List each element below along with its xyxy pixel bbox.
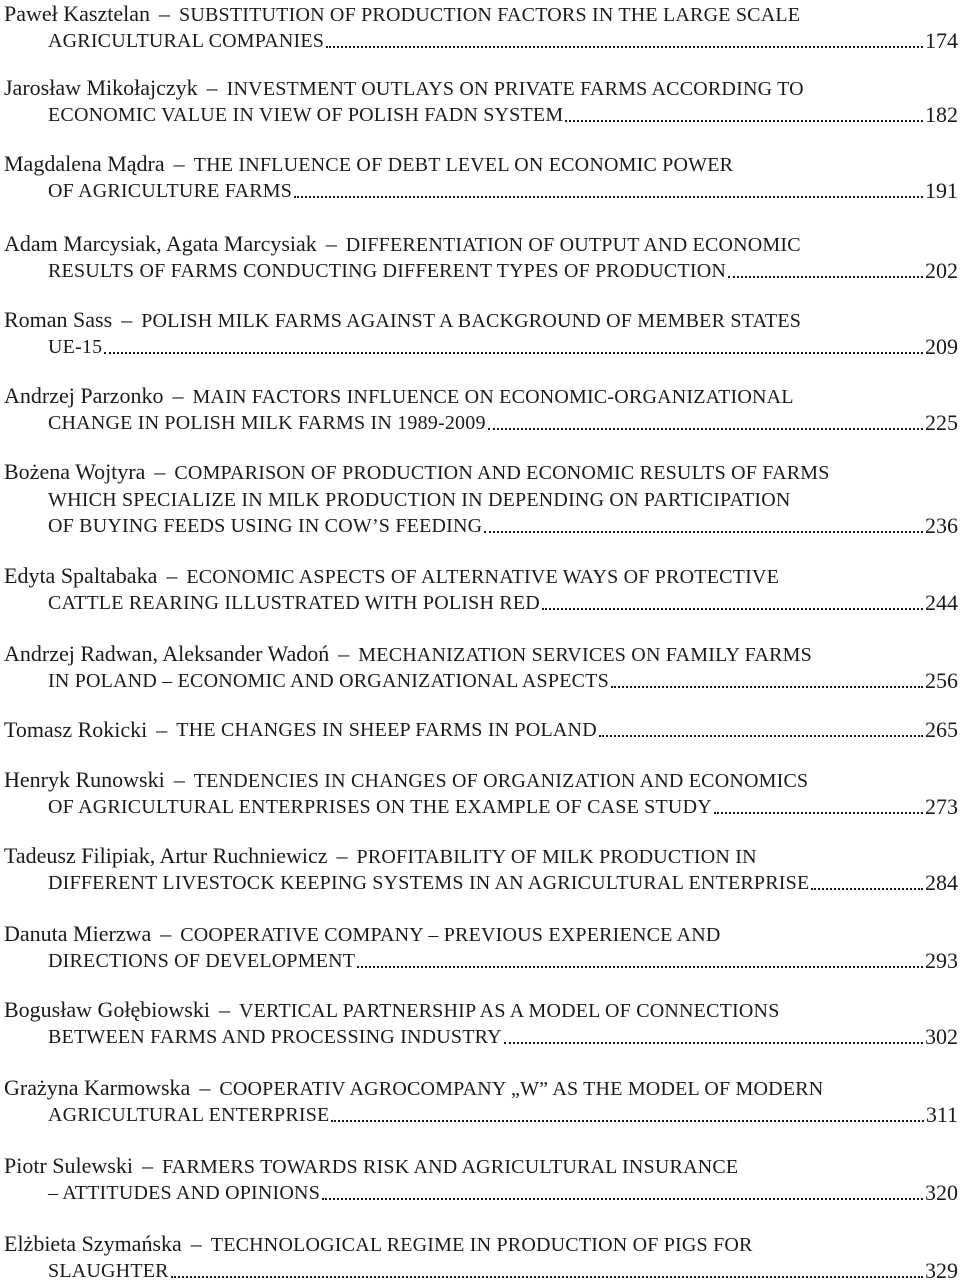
entry-dash: – [173, 151, 185, 176]
toc-entry-line [48, 1179, 960, 1207]
toc-entry-line [48, 1101, 960, 1129]
entry-page-number: 244 [925, 590, 958, 615]
toc-entry-line [48, 485, 791, 513]
entry-page-number: 209 [925, 334, 958, 359]
dot-leader [294, 195, 923, 198]
toc-entry-line [4, 842, 757, 870]
entry-author: Grażyna Karmowska [4, 1075, 191, 1100]
toc-entry-line [48, 1257, 960, 1285]
entry-author: Henryk Runowski [4, 767, 165, 792]
entry-author: Edyta Spaltabaka [4, 563, 158, 588]
toc-entry-line [48, 947, 960, 975]
entry-title-line: FARMERS TOWARDS RISK AND AGRICULTURAL INSURANCE [161, 1156, 739, 1178]
entry-author: Tomasz Rokicki [4, 717, 148, 742]
toc-entry-line [4, 382, 794, 410]
entry-title-line: OF AGRICULTURAL ENTERPRISES ON THE EXAMPLE OF CASE STUDY [48, 796, 712, 818]
entry-title-line: SUBSTITUTION OF PRODUCTION FACTORS IN THE LARGE SCALE [179, 4, 801, 26]
toc-entry-line [4, 562, 779, 590]
entry-author: Magdalena Mądra [4, 151, 165, 176]
toc-entry-line [4, 920, 721, 948]
dot-leader [599, 734, 923, 737]
entry-title-line: OF BUYING FEEDS USING IN COW’S FEEDING [48, 515, 483, 537]
entry-page-number: 236 [925, 513, 958, 538]
entry-dash: – [156, 717, 168, 742]
entry-title-line: DIRECTIONS OF DEVELOPMENT [48, 950, 356, 972]
entry-title-line: – ATTITUDES AND OPINIONS [48, 1182, 321, 1204]
entry-page-number: 302 [925, 1024, 958, 1049]
toc-entry-line [4, 1152, 738, 1180]
entry-dash: – [190, 1231, 202, 1256]
toc-entry-line [48, 589, 960, 617]
entry-author: Roman Sass [4, 307, 113, 332]
entry-title-line: MECHANIZATION SERVICES ON FAMILY FARMS [358, 644, 812, 666]
entry-title-line: OF AGRICULTURE FARMS [48, 180, 293, 202]
entry-page-number: 191 [925, 178, 958, 203]
entry-title-line: AGRICULTURAL ENTERPRISE [48, 1104, 330, 1126]
entry-title-line: CHANGE IN POLISH MILK FARMS IN 1989-2009 [48, 412, 486, 434]
entry-title-line: TECHNOLOGICAL REGIME IN PRODUCTION OF PIGS FOR [210, 1234, 753, 1256]
toc-entry-line [48, 1023, 960, 1051]
toc-entry-line [48, 333, 960, 361]
entry-page-number: 329 [925, 1258, 958, 1283]
toc-entry-line [4, 0, 800, 28]
entry-page-number: 182 [925, 102, 958, 127]
entry-dash: – [199, 1075, 211, 1100]
entry-title-line: POLISH MILK FARMS AGAINST A BACKGROUND OF MEMBER STATES [141, 310, 802, 332]
entry-page-number: 293 [925, 948, 958, 973]
toc-entry-line [48, 793, 960, 821]
entry-author: Tadeusz Filipiak, Artur Ruchniewicz [4, 843, 328, 868]
toc-entry-line [4, 996, 780, 1024]
toc-entry-line [4, 1074, 823, 1102]
toc-entry-line [4, 306, 801, 334]
entry-page-number: 273 [925, 794, 958, 819]
entry-author: Andrzej Parzonko [4, 383, 164, 408]
entry-title-line: DIFFERENTIATION OF OUTPUT AND ECONOMIC [345, 234, 801, 256]
toc-entry-line [48, 512, 960, 540]
entry-author: Piotr Sulewski [4, 1153, 133, 1178]
entry-dash: – [338, 641, 350, 666]
dot-leader [504, 1041, 923, 1044]
entry-dash: – [141, 1153, 153, 1178]
dot-leader [484, 530, 923, 533]
entry-page-number: 225 [925, 410, 958, 435]
dot-leader [488, 427, 923, 430]
entry-title-line: VERTICAL PARTNERSHIP AS A MODEL OF CONNECTIONS [238, 1000, 780, 1022]
dot-leader [331, 1119, 923, 1122]
toc-entry-line [48, 869, 960, 897]
entry-page-number: 265 [925, 717, 958, 742]
toc-entry-line [4, 640, 812, 668]
entry-page-number: 311 [925, 1102, 958, 1127]
entry-page-number: 284 [925, 870, 958, 895]
dot-leader [611, 685, 923, 688]
toc-entry-line [4, 458, 830, 486]
entry-dash: – [154, 459, 166, 484]
entry-title-line: TENDENCIES IN CHANGES OF ORGANIZATION AND ECONOMICS [193, 770, 809, 792]
entry-title-line: BETWEEN FARMS AND PROCESSING INDUSTRY [48, 1026, 502, 1048]
entry-author: Adam Marcysiak, Agata Marcysiak [4, 231, 317, 256]
entry-title-line: COOPERATIV AGROCOMPANY „W” AS THE MODEL OF MODERN [219, 1078, 824, 1100]
entry-dash: – [206, 75, 218, 100]
dot-leader [322, 1197, 923, 1200]
toc-entry-line [48, 177, 960, 205]
entry-title-line: CATTLE REARING ILLUSTRATED WITH POLISH RED [48, 592, 540, 614]
entry-page-number: 320 [925, 1180, 958, 1205]
entry-title-line: RESULTS OF FARMS CONDUCTING DIFFERENT TYPES OF PRODUCTION [48, 260, 727, 282]
entry-author: Bogusław Gołębiowski [4, 997, 210, 1022]
entry-title-line: THE INFLUENCE OF DEBT LEVEL ON ECONOMIC POWER [193, 154, 734, 176]
entry-page-number: 174 [925, 28, 958, 53]
entry-dash: – [166, 563, 178, 588]
entry-page-number: 256 [925, 668, 958, 693]
toc-entry-line [48, 409, 960, 437]
entry-title-line: INVESTMENT OUTLAYS ON PRIVATE FARMS ACCORDING TO [226, 78, 804, 100]
entry-dash: – [325, 231, 337, 256]
entry-title-line: SLAUGHTER [48, 1260, 169, 1282]
entry-title-line: ECONOMIC VALUE IN VIEW OF POLISH FADN SYSTEM [48, 104, 564, 126]
entry-title-line: MAIN FACTORS INFLUENCE ON ECONOMIC-ORGANIZATIONAL [192, 386, 794, 408]
dot-leader [565, 119, 923, 122]
toc-entry-line [4, 716, 960, 744]
entry-title-line: COMPARISON OF PRODUCTION AND ECONOMIC RESULTS OF FARMS [174, 462, 830, 484]
entry-title-line: ECONOMIC ASPECTS OF ALTERNATIVE WAYS OF PROTECTIVE [186, 566, 780, 588]
entry-author: Paweł Kasztelan [4, 1, 150, 26]
entry-page-number: 202 [925, 258, 958, 283]
entry-title-line: IN POLAND – ECONOMIC AND ORGANIZATIONAL ASPECTS [48, 670, 609, 692]
toc-entry-line [48, 257, 960, 285]
toc-entry-line [48, 667, 960, 695]
entry-title-line: WHICH SPECIALIZE IN MILK PRODUCTION IN DEPENDING ON PARTICIPATION [48, 489, 791, 511]
dot-leader [811, 887, 923, 890]
entry-dash: – [172, 383, 184, 408]
dot-leader [326, 45, 923, 48]
entry-author: Bożena Wojtyra [4, 459, 146, 484]
toc-entry-line [4, 766, 808, 794]
dot-leader [542, 607, 923, 610]
toc-entry-line [48, 27, 960, 55]
entry-dash: – [336, 843, 348, 868]
entry-title-line: COOPERATIVE COMPANY – PREVIOUS EXPERIENCE AND [180, 924, 721, 946]
entry-dash: – [159, 1, 170, 26]
toc-entry-line [4, 1230, 753, 1258]
entry-author: Andrzej Radwan, Aleksander Wadoń [4, 641, 330, 666]
dot-leader [104, 351, 923, 354]
dot-leader [714, 811, 923, 814]
toc-entry-line [4, 74, 804, 102]
toc-entry-line [4, 150, 733, 178]
toc-entry-line [48, 101, 960, 129]
entry-author: Jarosław Mikołajczyk [4, 75, 198, 100]
entry-title-line: AGRICULTURAL COMPANIES [48, 30, 325, 52]
entry-title-line: UE-15 [48, 336, 103, 358]
entry-dash: – [121, 307, 133, 332]
entry-title-line: THE CHANGES IN SHEEP FARMS IN POLAND [176, 719, 597, 741]
entry-title-line: PROFITABILITY OF MILK PRODUCTION IN [356, 846, 757, 868]
dot-leader [171, 1275, 923, 1278]
entry-author: Danuta Mierzwa [4, 921, 152, 946]
entry-author: Elżbieta Szymańska [4, 1231, 182, 1256]
entry-dash: – [218, 997, 230, 1022]
dot-leader [728, 275, 923, 278]
entry-title-line: DIFFERENT LIVESTOCK KEEPING SYSTEMS IN AN AGRICULTURAL ENTERPRISE [48, 872, 810, 894]
toc-entry-line [4, 230, 801, 258]
entry-dash: – [160, 921, 172, 946]
entry-dash: – [173, 767, 185, 792]
dot-leader [357, 965, 923, 968]
